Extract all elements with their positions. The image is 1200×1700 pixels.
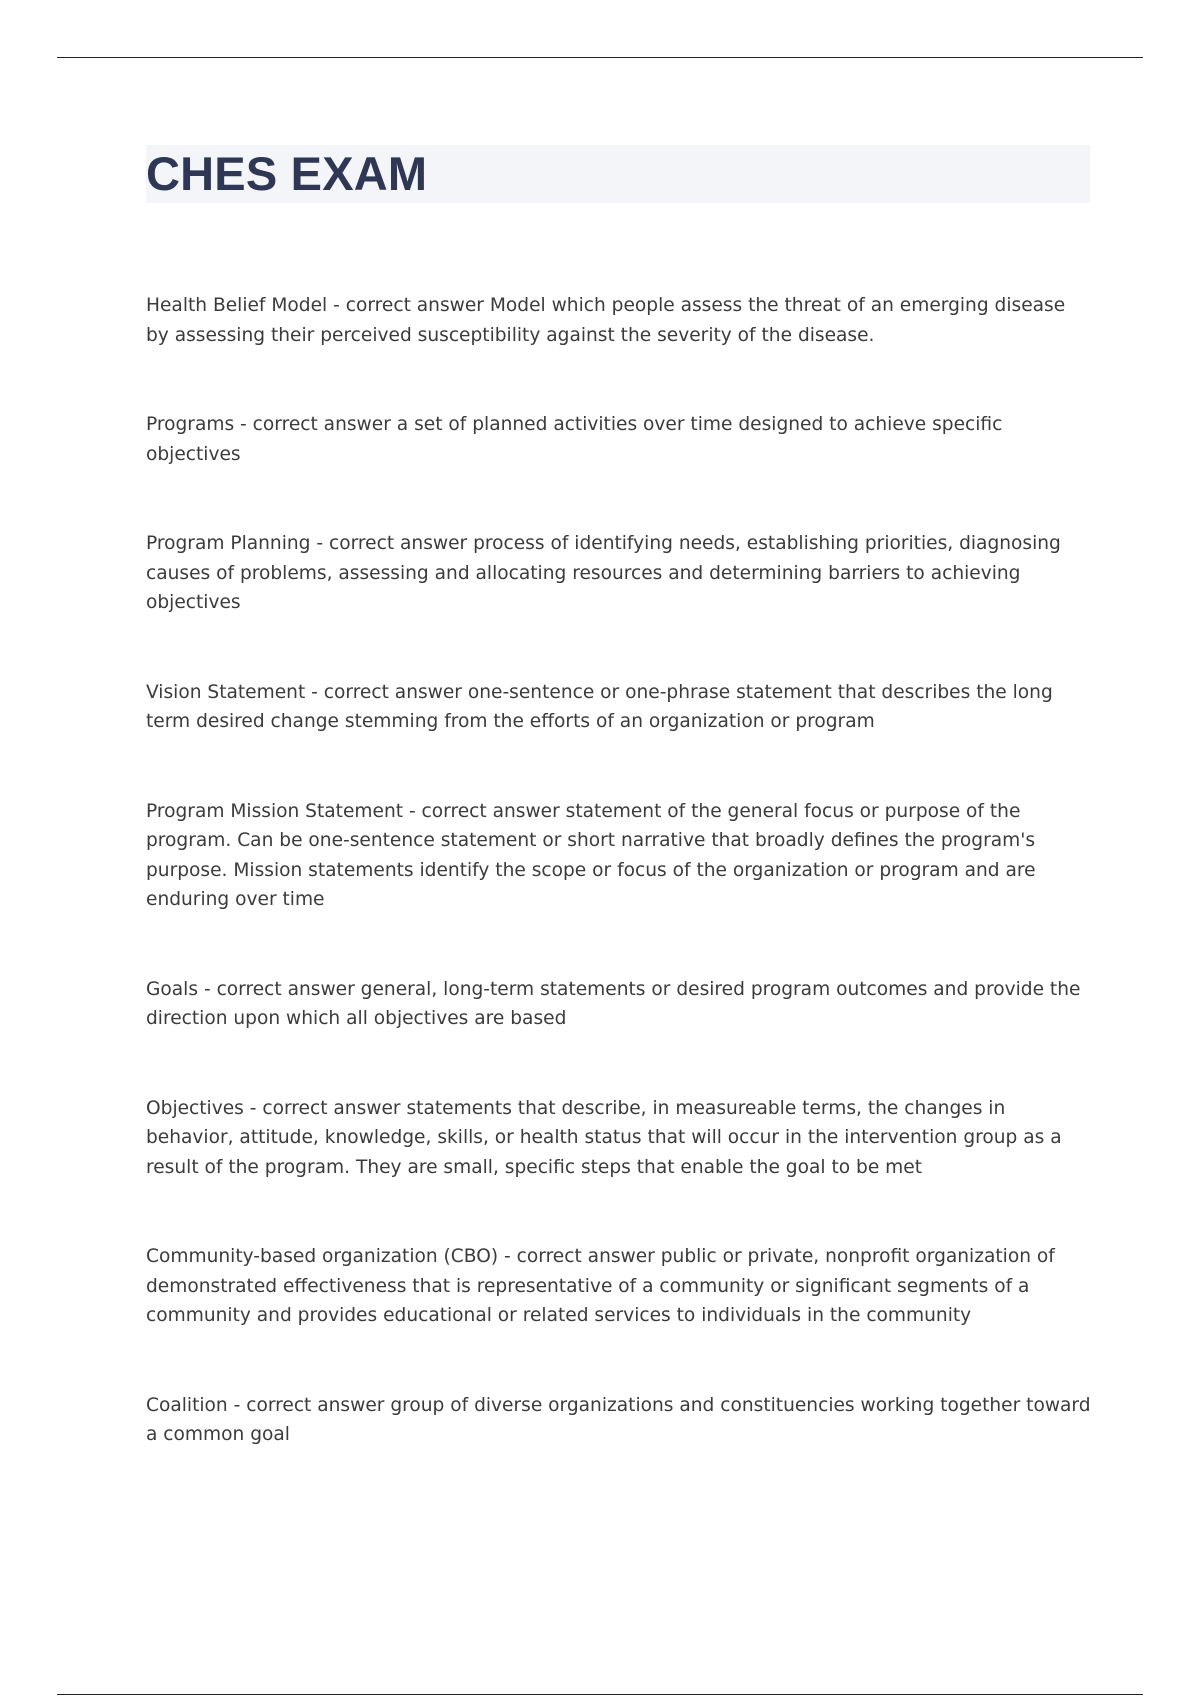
flashcard (146, 1391, 1091, 1450)
card-term: Program Planning (146, 533, 311, 554)
top-rule (57, 57, 1143, 58)
card-separator: - correct answer (305, 681, 468, 703)
card-definition: statement of the general focus or purpose of the program. Can be one-sentence statement or short narrative that broadly defines the program's purpose. Mission statements identify the scope or focus of the organization or program and are enduring over time (146, 800, 1036, 910)
card-definition: Model which people assess the threat of an emerging disease by assessing their perceived susceptibility against the severity of the disease. (146, 295, 1066, 346)
card-definition: group of diverse organizations and constituencies working together toward a common goal (146, 1394, 1091, 1445)
card-separator: - correct answer (234, 414, 397, 435)
flashcard (146, 975, 1091, 1034)
flashcard (146, 678, 1091, 737)
flashcard (146, 797, 1091, 915)
flashcard (146, 529, 1091, 618)
flashcard (146, 1242, 1091, 1331)
card-term: Objectives (146, 1097, 244, 1119)
card-term: Goals (146, 978, 199, 1000)
page-title: CHES EXAM (146, 147, 428, 200)
card-definition: general, long-term statements or desired program outcomes and provide the direction upon which all objectives are based (146, 978, 1081, 1029)
card-term: Program Mission Statement (146, 800, 404, 822)
card-term: Community-based organization (CBO) (146, 1246, 499, 1267)
card-separator: - correct answer (327, 295, 490, 316)
card-definition: statements that describe, in measureable terms, the changes in behavior, attitude, knowledge, skills, or health status that will occur in the intervention group as a result of the program. They are small, specific steps that enable the goal to be met (146, 1097, 1062, 1178)
card-term: Vision Statement (146, 681, 306, 703)
card-definition: process of identifying needs, establishing priorities, diagnosing causes of problems, assessing and allocating resources and determining barriers to achieving objectives (146, 533, 1061, 613)
card-separator: - correct answer (403, 800, 566, 822)
card-definition: a set of planned activities over time designed to achieve specific objectives (146, 414, 1003, 465)
card-separator: - correct answer (310, 533, 474, 554)
flashcard (146, 410, 1091, 469)
flashcard (146, 291, 1091, 350)
card-term: Programs (146, 414, 235, 435)
card-term: Coalition (146, 1394, 228, 1416)
card-separator: - correct answer (198, 978, 361, 1000)
card-separator: - correct answer (227, 1394, 391, 1416)
card-term: Health Belief Model (146, 295, 328, 316)
card-definition: one-sentence or one-phrase statement that describes the long term desired change stemming from the efforts of an organization or program (146, 681, 1053, 732)
card-separator: - correct answer (498, 1246, 661, 1267)
bottom-rule (57, 1694, 1143, 1695)
flashcard-list (146, 291, 1091, 1510)
card-separator: - correct answer (243, 1097, 407, 1119)
card-definition: public or private, nonprofit organization of demonstrated effectiveness that is representative of a community or significant segments of a community and provides educational or related services to individuals in the community (146, 1246, 1055, 1326)
flashcard (146, 1094, 1091, 1183)
